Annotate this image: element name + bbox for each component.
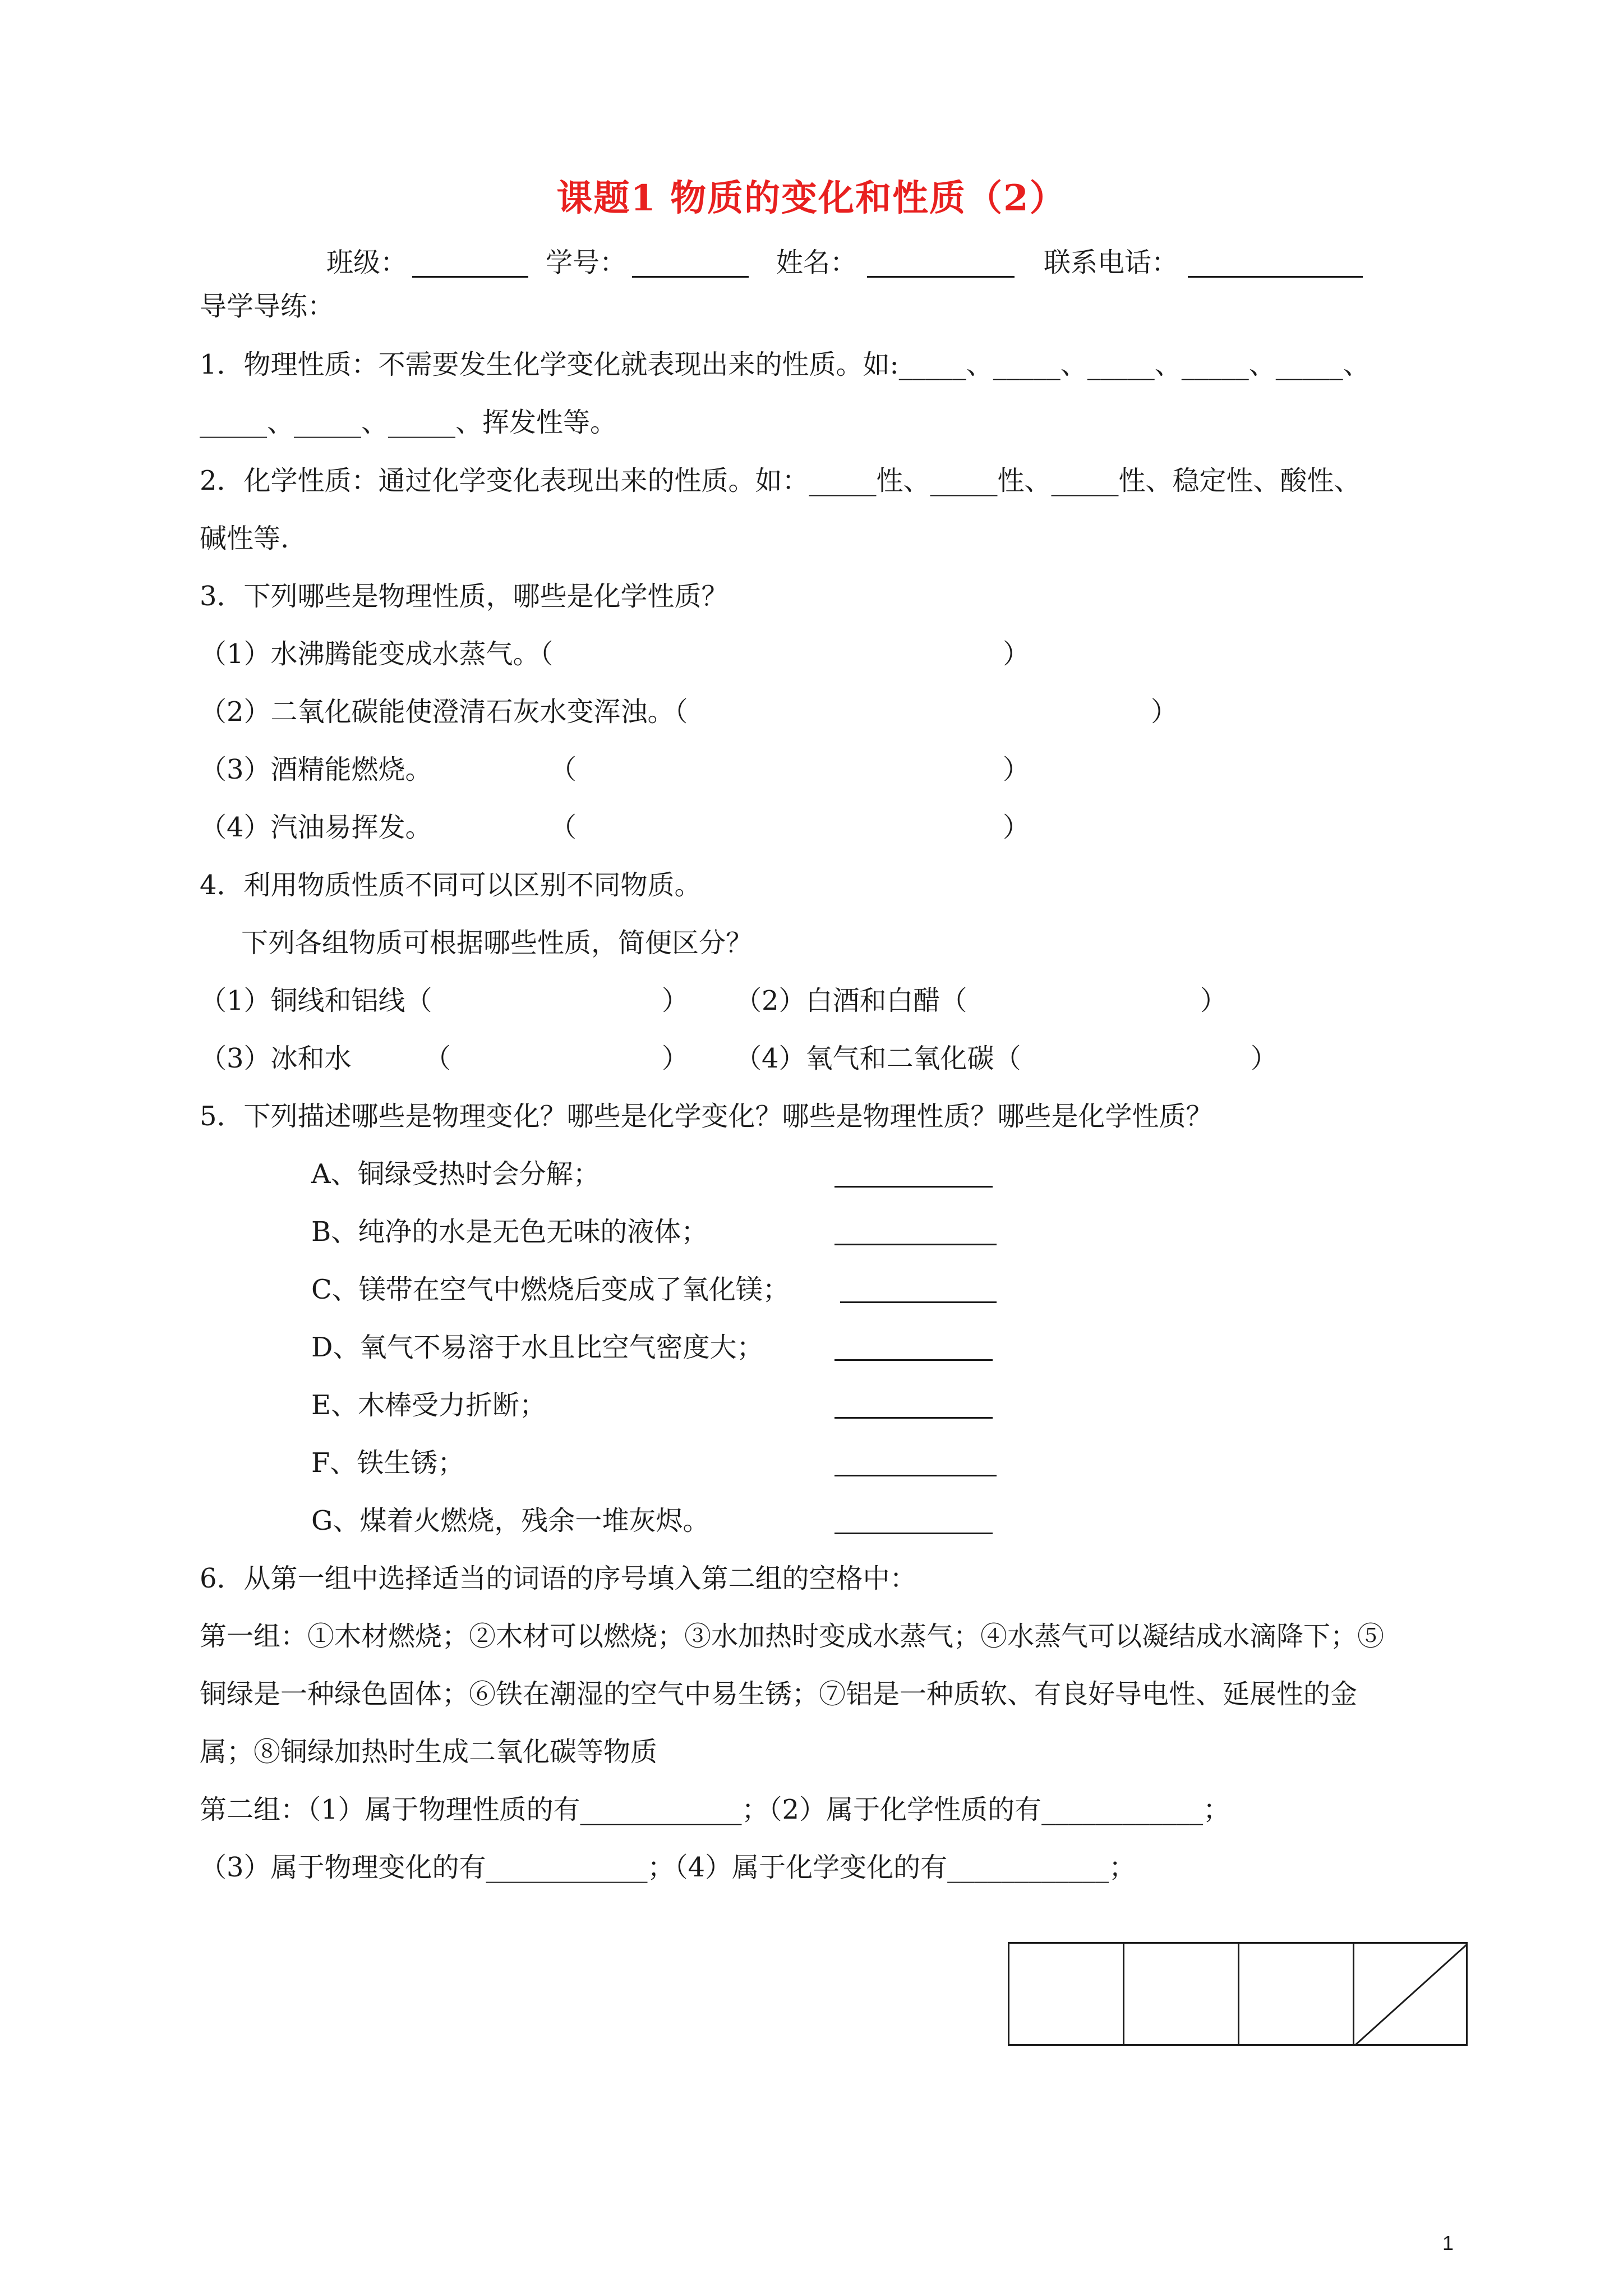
name-label: 姓名： — [776, 247, 857, 278]
number-field[interactable] — [632, 275, 749, 278]
phone-label: 联系电话： — [1044, 247, 1179, 278]
q2-line1: 2．化学性质：通过化学变化表现出来的性质。如：_____性、_____性、_____性、稳定性、酸性、 — [200, 465, 1361, 496]
q3-item-2: （2）二氧化碳能使澄清石灰水变浑浊。（ — [200, 696, 688, 728]
q4-item-4: （4）氧气和二氧化碳（ — [735, 1043, 1021, 1074]
page-number: 1 — [1442, 2231, 1454, 2254]
q3-item-3-open: （ — [550, 754, 577, 785]
q5-answer-f[interactable] — [834, 1474, 997, 1476]
q3-item-1-close: ） — [1003, 638, 1030, 670]
q5-item-e: E、木棒受力折断； — [311, 1389, 547, 1421]
q5-item-a: A、铜绿受热时会分解； — [311, 1158, 600, 1190]
q4-item-2: （2）白酒和白醋（ — [735, 985, 967, 1016]
q3-item-2-close: ） — [1151, 696, 1178, 728]
phone-field[interactable] — [1188, 275, 1363, 278]
q5-stem: 5．下列描述哪些是物理变化？哪些是化学变化？哪些是物理性质？哪些是化学性质？ — [200, 1101, 1213, 1132]
q6-group1-line3: 属；⑧铜绿加热时生成二氧化碳等物质 — [200, 1736, 658, 1768]
q4-item-3-open: （ — [424, 1043, 451, 1074]
q4-item-4-close: ） — [1251, 1043, 1278, 1074]
q5-answer-g[interactable] — [834, 1531, 993, 1534]
page-title: 课题1 物质的变化和性质（2） — [556, 177, 1067, 219]
q3-item-4-open: （ — [550, 812, 577, 843]
q5-item-c: C、镁带在空气中燃烧后变成了氧化镁； — [311, 1274, 790, 1305]
q4-stem: 4．利用物质性质不同可以区别不同物质。 — [200, 869, 702, 901]
q3-item-4: （4）汽油易挥发。 — [200, 812, 432, 843]
q6-stem: 6．从第一组中选择适当的词语的序号填入第二组的空格中： — [200, 1563, 917, 1594]
q5-answer-e[interactable] — [834, 1416, 993, 1419]
q5-answer-a[interactable] — [834, 1185, 993, 1188]
score-cell-1 — [1009, 1944, 1124, 2044]
guide-label: 导学导练： — [200, 291, 335, 322]
q1-line1: 1．物理性质：不需要发生化学变化就表现出来的性质。如:_____、_____、_____、_____、_____、 — [200, 349, 1370, 380]
q5-item-b: B、纯净的水是无色无味的液体； — [311, 1216, 708, 1248]
q5-item-g: G、煤着火燃烧，残余一堆灰烬。 — [311, 1505, 710, 1536]
q4-item-3-close: ） — [662, 1043, 689, 1074]
q3-item-3: （3）酒精能燃烧。 — [200, 754, 432, 785]
q3-item-3-close: ） — [1003, 754, 1030, 785]
score-cell-3 — [1239, 1944, 1354, 2044]
q5-item-f: F、铁生锈； — [311, 1447, 465, 1479]
q5-item-d: D、氧气不易溶于水且比空气密度大； — [311, 1332, 764, 1363]
q6-group1-line1: 第一组：①木材燃烧；②木材可以燃烧；③水加热时变成水蒸气；④水蒸气可以凝结成水滴降下；⑤ — [200, 1621, 1385, 1652]
q3-item-1: （1）水沸腾能变成水蒸气。（ — [200, 638, 554, 670]
score-cell-diagonal — [1354, 1944, 1468, 2046]
q1-line2: _____、_____、_____、挥发性等。 — [200, 407, 617, 438]
score-cell-2 — [1124, 1944, 1239, 2044]
name-field[interactable] — [867, 275, 1015, 278]
q3-stem: 3．下列哪些是物理性质，哪些是化学性质？ — [200, 581, 728, 612]
q5-answer-b[interactable] — [834, 1243, 997, 1245]
q3-item-4-close: ） — [1003, 812, 1030, 843]
q4-item-1: （1）铜线和铝线（ — [200, 985, 432, 1016]
class-field[interactable] — [412, 275, 528, 278]
q6-group2-line1: 第二组：（1）属于物理性质的有____________；（2）属于化学性质的有____________； — [200, 1794, 1230, 1825]
q5-answer-c[interactable] — [840, 1300, 997, 1303]
q4-sub: 下列各组物质可根据哪些性质，简便区分？ — [241, 927, 753, 959]
number-label: 学号： — [546, 247, 627, 278]
q5-answer-d[interactable] — [834, 1358, 993, 1361]
q4-item-3: （3）冰和水 — [200, 1043, 352, 1074]
q2-line2: 碱性等. — [200, 523, 289, 554]
score-box — [1008, 1942, 1468, 2046]
q4-item-1-close: ） — [662, 985, 689, 1016]
q4-item-2-close: ） — [1200, 985, 1228, 1016]
q6-group1-line2: 铜绿是一种绿色固体；⑥铁在潮湿的空气中易生锈；⑦铝是一种质软、有良好导电性、延展性的金 — [200, 1678, 1358, 1710]
class-label: 班级： — [326, 247, 408, 278]
q6-group2-line2: （3）属于物理变化的有____________；（4）属于化学变化的有____________； — [200, 1852, 1136, 1883]
